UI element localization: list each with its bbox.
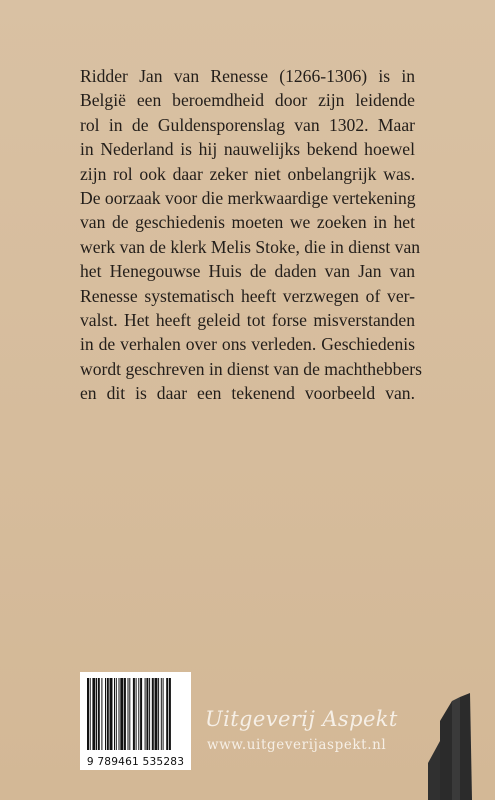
blurb-text <box>80 64 422 405</box>
barcode-bar <box>87 678 89 750</box>
isbn-number: 9 789461 535283 <box>86 756 185 768</box>
barcode-bar <box>96 678 97 750</box>
blurb-line: in de verhalen over ons verleden. Geschiedenis <box>80 334 415 355</box>
barcode-bars <box>86 678 185 750</box>
barcode-bar <box>98 678 100 750</box>
barcode-bar <box>107 678 109 750</box>
barcode-bar <box>169 678 171 750</box>
blurb-line: zijn rol ook daar zeker niet onbelangrijk was. <box>80 163 415 184</box>
barcode-bar <box>166 678 168 750</box>
barcode-bar <box>129 678 130 750</box>
barcode-bar <box>124 678 126 750</box>
blurb-line: België een beroemdheid door zijn leidende <box>80 90 415 111</box>
barcode-bar <box>90 678 91 750</box>
barcode-bar <box>114 678 115 750</box>
barcode-bar <box>163 678 164 750</box>
barcode-bar <box>120 678 123 750</box>
barcode-bar <box>149 678 150 750</box>
barcode-bar <box>145 678 146 750</box>
barcode-bar <box>133 678 135 750</box>
barcode-bar <box>155 678 158 750</box>
barcode-bar <box>101 678 102 750</box>
blurb-line: wordt geschreven in dienst van de machthebbers <box>80 358 422 379</box>
barcode-bar <box>140 678 142 750</box>
blurb-line: valst. Het heeft geleid tot forse misverstanden <box>80 309 415 330</box>
publisher-url: www.uitgeverijaspekt.nl <box>207 737 387 753</box>
blurb-line: werk van de klerk Melis Stoke, die in dienst van <box>80 236 421 257</box>
barcode-bar <box>158 678 159 750</box>
barcode-bar <box>92 678 95 750</box>
blurb-line: Renesse systematisch heeft verzwegen of ver- <box>80 285 415 306</box>
barcode-bar <box>146 678 148 750</box>
barcode-bar <box>136 678 137 750</box>
barcode-bar <box>119 678 120 750</box>
blurb-line: rol in de Guldensporenslag van 1302. Maar <box>80 114 415 135</box>
blurb-line: Ridder Jan van Renesse (1266-1306) is in <box>80 66 415 86</box>
barcode-bar <box>152 678 154 750</box>
barcode-bar <box>110 678 113 750</box>
barcode-bar <box>161 678 162 750</box>
barcode-bar <box>138 678 139 750</box>
publisher-name: Uitgeverij Aspekt <box>205 707 398 731</box>
publisher-logo-icon <box>420 693 495 800</box>
blurb-line: in Nederland is hij nauwelijks bekend hoewel <box>80 139 415 160</box>
barcode-bar <box>116 678 117 750</box>
barcode-bar <box>105 678 106 750</box>
blurb-line: van de geschiedenis moeten we zoeken in het <box>80 212 415 233</box>
isbn-barcode <box>80 672 191 770</box>
blurb-line: het Henegouwse Huis de daden van Jan van <box>80 261 415 282</box>
blurb-line: De oorzaak voor die merkwaardige vertekening <box>80 187 416 208</box>
barcode-bar <box>128 678 129 750</box>
blurb-line: en dit is daar een tekenend voorbeeld van. <box>80 383 415 404</box>
